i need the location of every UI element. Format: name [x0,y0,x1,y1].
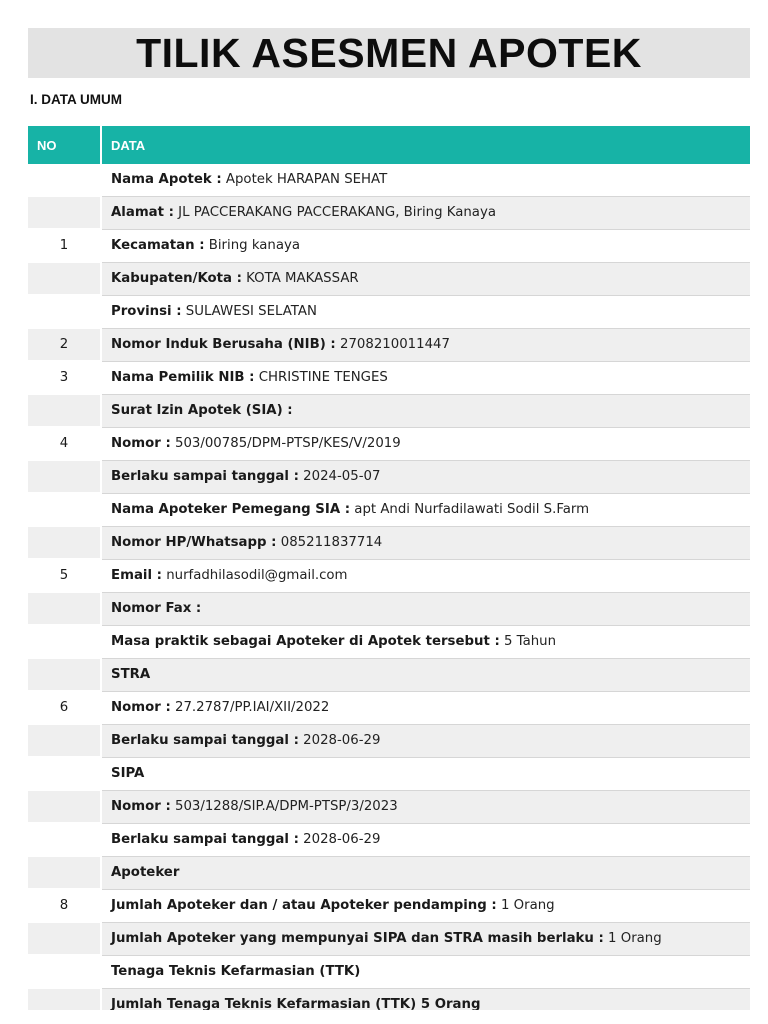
row-number [28,988,101,1010]
row-number [28,625,101,658]
table-row [28,856,750,889]
table-row [28,394,750,427]
table-row [28,724,750,757]
field-label: Jumlah Apoteker dan / atau Apoteker pendamping : [111,898,497,913]
row-number: 2 [28,328,101,361]
row-number [28,757,101,790]
field-label: Alamat : [111,205,174,220]
table-row [28,955,750,988]
table-body [28,164,750,1010]
data-table-wrapper [28,126,750,1010]
table-row [28,691,750,724]
table-row [28,164,750,196]
row-data [101,889,750,922]
row-number [28,724,101,757]
table-row [28,658,750,691]
row-data [101,427,750,460]
field-label: Jumlah Apoteker yang mempunyai SIPA dan STRA masih berlaku : [111,931,604,946]
field-label: Nomor Induk Berusaha (NIB) : [111,337,336,352]
field-label: Tenaga Teknis Kefarmasian (TTK) [111,964,361,979]
row-data [101,856,750,889]
field-label: Nama Apoteker Pemegang SIA : [111,502,351,517]
field-value: Biring kanaya [204,238,301,253]
table-row [28,625,750,658]
field-value: apt Andi Nurfadilawati Sodil S.Farm [350,502,590,517]
table-row [28,757,750,790]
field-value: 1 Orang [496,898,555,913]
table-row [28,460,750,493]
table-row [28,823,750,856]
row-data [101,361,750,394]
table-header-row [28,126,750,164]
row-data [101,592,750,625]
field-label: Provinsi : [111,304,182,319]
table-row [28,790,750,823]
field-value: 27.2787/PP.IAI/XII/2022 [170,700,330,715]
row-number [28,922,101,955]
row-data [101,493,750,526]
row-number: 6 [28,691,101,724]
table-row [28,229,750,262]
table-row [28,559,750,592]
field-label: Nomor : [111,700,171,715]
field-value: 5 Tahun [499,634,557,649]
field-label: Kabupaten/Kota : [111,271,242,286]
field-label: Nomor Fax : [111,601,202,616]
field-label: Berlaku sampai tanggal : [111,733,299,748]
row-data [101,625,750,658]
row-data [101,691,750,724]
data-table [28,126,750,1010]
row-number [28,955,101,988]
field-label: Nomor : [111,436,171,451]
field-label: Nama Apotek : [111,172,222,188]
field-value: JL PACCERAKANG PACCERAKANG, Biring Kanaya [173,205,496,220]
row-data [101,229,750,262]
row-number [28,856,101,889]
field-label: Berlaku sampai tanggal : [111,832,299,847]
row-data [101,658,750,691]
field-label: Apoteker [111,865,180,880]
field-label: Nomor : [111,799,171,814]
field-label: STRA [111,667,151,682]
field-value: 1 Orang [603,931,662,946]
table-row [28,889,750,922]
field-label: Jumlah Tenaga Teknis Kefarmasian (TTK) 5 Orang [111,997,481,1010]
field-value: 2024-05-07 [298,469,381,484]
field-value: 503/1288/SIP.A/DPM-PTSP/3/2023 [170,799,398,814]
field-value: 2708210011447 [335,337,450,352]
field-label: Email : [111,568,162,583]
field-value: nurfadhilasodil@gmail.com [161,568,348,583]
table-row [28,196,750,229]
row-number: 4 [28,427,101,460]
field-value: 2028-06-29 [298,832,381,847]
field-label: Nomor HP/Whatsapp : [111,535,277,550]
row-number [28,394,101,427]
header-no: NO [28,126,101,164]
row-number [28,823,101,856]
field-value: SULAWESI SELATAN [181,304,317,319]
row-number [28,790,101,823]
page-title: TILIK ASESMEN APOTEK [136,30,642,76]
table-row [28,295,750,328]
row-data [101,295,750,328]
row-data [101,460,750,493]
field-value: 085211837714 [276,535,383,550]
row-data [101,526,750,559]
row-data [101,757,750,790]
row-number: 3 [28,361,101,394]
row-number [28,295,101,328]
table-row [28,427,750,460]
row-data [101,955,750,988]
section-heading: I. DATA UMUM [30,92,122,107]
field-value: Apotek HARAPAN SEHAT [221,172,388,188]
table-row [28,922,750,955]
row-data [101,394,750,427]
row-data [101,328,750,361]
field-label: SIPA [111,766,145,781]
field-value: CHRISTINE TENGES [254,370,388,385]
field-value: 503/00785/DPM-PTSP/KES/V/2019 [170,436,401,451]
table-row [28,526,750,559]
field-value: 2028-06-29 [298,733,381,748]
field-value: KOTA MAKASSAR [241,271,359,286]
table-row [28,361,750,394]
table-row [28,493,750,526]
field-label: Berlaku sampai tanggal : [111,469,299,484]
field-label: Kecamatan : [111,238,205,253]
table-row [28,262,750,295]
row-number [28,592,101,625]
row-number [28,460,101,493]
row-number [28,164,101,196]
table-row [28,988,750,1010]
field-label: Nama Pemilik NIB : [111,370,255,385]
row-data [101,790,750,823]
row-number: 1 [28,229,101,262]
row-number [28,262,101,295]
title-bar [28,28,750,78]
table-row [28,592,750,625]
row-number [28,658,101,691]
row-number: 5 [28,559,101,592]
row-data [101,823,750,856]
row-number: 8 [28,889,101,922]
field-label: Surat Izin Apotek (SIA) : [111,403,293,418]
row-data [101,922,750,955]
row-data [101,262,750,295]
header-data: DATA [101,126,750,164]
row-data [101,164,750,196]
row-number [28,493,101,526]
row-data [101,724,750,757]
row-data [101,988,750,1010]
row-number [28,196,101,229]
row-number [28,526,101,559]
field-label: Masa praktik sebagai Apoteker di Apotek tersebut : [111,634,500,649]
table-row [28,328,750,361]
row-data [101,559,750,592]
row-data [101,196,750,229]
